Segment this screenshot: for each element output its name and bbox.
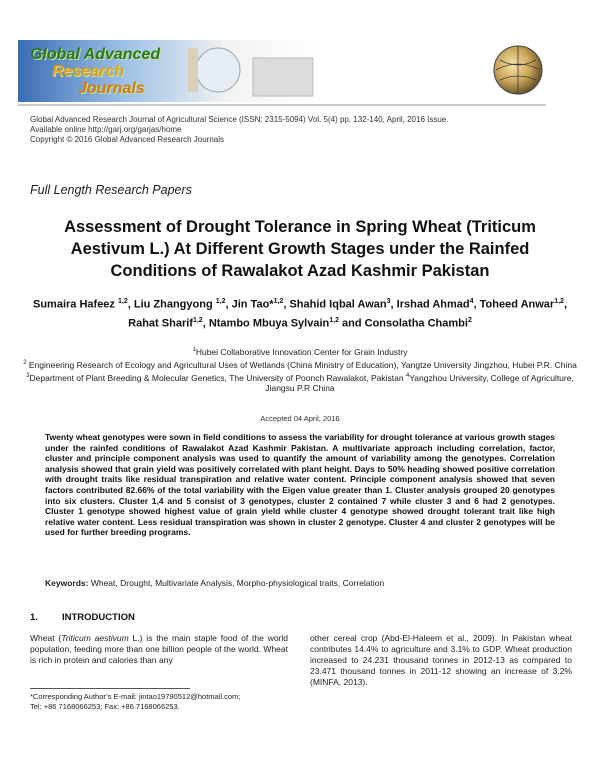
journal-citation: Global Advanced Research Journal of Agricultural Science (ISSN: 2315-5094) Vol. 5(4) pp. 132-140, April, 2016 Issue. (30, 115, 449, 124)
affiliation-marker: 3 (26, 372, 30, 379)
author-sep: , (283, 298, 290, 311)
author-name: Irshad Ahmad (396, 298, 470, 311)
author-affil: 1,2 (215, 298, 226, 305)
author-affil: 1,2 (554, 298, 564, 305)
author-name: Ntambo Mbuya Sylvain (208, 317, 330, 330)
logo-line-2: Research (52, 63, 125, 80)
author-sep: , (127, 298, 134, 311)
keywords-label: Keywords: (45, 578, 89, 588)
section-heading (30, 612, 135, 623)
affiliation-marker: 1 (192, 347, 196, 353)
title-line-2: Aestivum L.) At Different Growth Stages under the Rainfed (70, 240, 530, 258)
author-sep: , (225, 298, 232, 311)
affiliations (20, 345, 580, 394)
footnote-divider (30, 688, 190, 689)
title-line-1: Assessment of Drought Tolerance in Spring Wheat (Triticum (64, 218, 536, 236)
paper-title (20, 216, 580, 282)
author-name: Sumaira Hafeez (33, 298, 118, 311)
author-affil: 1,2 (329, 316, 339, 324)
author-affil: 1,2 (192, 316, 203, 324)
abstract: Twenty wheat genotypes were sown in field conditions to assess the variability for drought tolerance at various growth stages under the rainfed conditions of Rawalakot Azad Kashmir Pakistan. A multivariate approach including correlation, factor, cluster and principle component analysis was used to quantify the amount of variability among the genotypes. Correlation analysis showed that grain yield was positively correlated with plant height. Days to 50% heading showed positive correlation with drought traits like residual transpiration and relative water content. Principle component analysis showed that seven factors contributed 82.66% of the total variability with the Eigen value greater than 1. Cluster analysis grouped 20 genotypes into six clusters. Cluster 1,4 and 5 consist of 3 genotypes, cluster 2 contained 7 while cluster 3 and 6 had 2 genotypes. Cluster 1 genotype showed highest value of grain yield while cluster 4 genotype showed drought tolerant trait like high relative water content. Less residual transpiration was shown in cluster 2 genotype. Cluster 4 and cluster 2 genotypes will be used for further breeding programs. (45, 432, 555, 538)
logo-line-1: Global Advanced (30, 46, 161, 63)
author-sep: , (473, 298, 480, 311)
affiliation-text: Yangzhou University, College of Agriculture, Jiangsu P.R China (265, 372, 574, 394)
title-line-3: Conditions of Rawalakot Azad Kashmir Pakistan (110, 262, 490, 280)
author-sep: and (338, 317, 365, 330)
keywords (45, 578, 565, 588)
affiliation-text: Department of Plant Breeding & Molecular Genetics, The University of Poonch Rawalakot, Pakistan (29, 372, 406, 383)
author-list (24, 294, 576, 331)
author-sep: , (202, 317, 209, 330)
author-sep: , (390, 298, 397, 311)
author-sep: , (563, 298, 567, 311)
author-name: Jin Tao* (231, 298, 274, 311)
affiliation-1 (20, 345, 580, 358)
author-affil: 1,2 (117, 298, 128, 305)
paper-type: Full Length Research Papers (30, 183, 192, 197)
corresponding-phone: Tel: +86 7168066253; Fax: +86 7168066253. (30, 702, 180, 711)
keywords-text: Wheat, Drought, Multivariate Analysis, Morpho-physiological traits, Correlation (88, 578, 385, 588)
accepted-date: Accepted 04 April, 2016 (260, 414, 340, 423)
author-affil: 1,2 (273, 298, 284, 305)
journal-url: Available online http://garj.org/garjas/home (30, 125, 182, 134)
author-affil: 4 (469, 298, 474, 305)
affiliation-2 (20, 358, 580, 371)
intro-column-right: other cereal crop (Abd-El-Haleem et al., 2009). In Pakistan wheat contributes 14.4% to agriculture and 3.1% to GDP. Wheat production increased to 24.231 thousand tonnes in 2012-13 as compared to 23.471 thousand tonnes in 2011-12 showing an increase of 3.2% (MINFA, 2013). (310, 633, 572, 687)
journal-logo (30, 46, 160, 97)
affiliation-marker: 4 (405, 372, 410, 379)
section-title: INTRODUCTION (62, 612, 135, 623)
journal-info (30, 115, 590, 145)
footnote (30, 692, 310, 712)
intro-column-left (30, 633, 288, 666)
author-name: Rahat Sharif (128, 317, 193, 330)
author-affil: 3 (386, 298, 391, 305)
affiliation-text: Engineering Research of Ecology and Agricultural Uses of Wetlands (China Ministry of Education), Yangtze University Jingzhou, Hubei P.R. China (26, 359, 577, 370)
intro-text: Wheat ( (30, 633, 62, 643)
author-name: Toheed Anwar (479, 298, 555, 311)
author-name: Shahid Iqbal Awan (289, 298, 387, 311)
author-name: Consolatha Chambi (364, 317, 468, 330)
author-affil: 2 (467, 316, 472, 324)
author-name: Liu Zhangyong (133, 298, 216, 311)
intro-text: L.) is the main staple food of the world population, feeding more than one billion people of the world. Wheat is rich in protein and calories than any (30, 633, 289, 665)
journal-copyright: Copyright © 2016 Global Advanced Research Journals (30, 135, 225, 144)
section-number: 1. (30, 612, 38, 623)
affiliation-marker: 2 (23, 359, 27, 366)
logo-line-3: Journals (78, 80, 145, 97)
species-name: Triticum aestivum (61, 633, 129, 643)
affiliation-text: Hubei Collaborative Innovation Center for Grain Industry (195, 346, 408, 357)
affiliation-3 (20, 371, 580, 395)
corresponding-email: *Corresponding Author’s E-mail: jintao19790512@hotmail.com; (30, 692, 241, 701)
